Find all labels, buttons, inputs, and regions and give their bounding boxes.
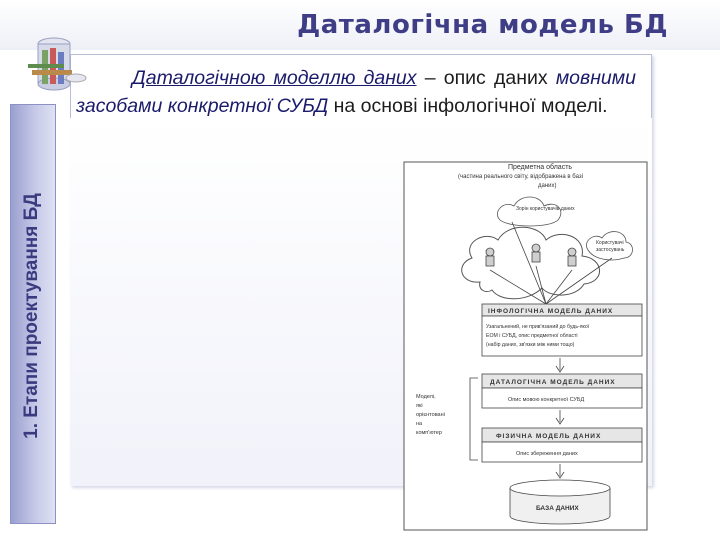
definition-term: Даталогічною моделлю даних [132, 67, 417, 89]
diagram-header-3: даних) [538, 183, 557, 189]
physical-desc: Опис збереження даних [516, 451, 578, 457]
side-label: 1. Етапи проектування БД [21, 193, 42, 439]
definition-paragraph [76, 64, 636, 120]
side-note-2: які [416, 403, 423, 409]
datalogical-desc: Опис мовою конкретної СУБД [508, 397, 585, 403]
data-models-diagram [400, 152, 650, 532]
infological-desc-2: ЕОМ і СУБД, опис предметної області [486, 333, 578, 339]
physical-title: ФІЗИЧНА МОДЕЛЬ ДАНИХ [496, 433, 602, 440]
diagram-header-1: Предметна область [508, 164, 573, 171]
definition-tail: на основі інфологічної моделі. [328, 95, 608, 117]
slide-title: Даталогічна модель БД [297, 10, 668, 40]
app-cloud-label-1: Користувачі [596, 240, 624, 246]
side-note-4: на [416, 421, 423, 427]
infological-title: ІНФОЛОГІЧНА МОДЕЛЬ ДАНИХ [488, 308, 614, 315]
side-note-5: комп'ютер [416, 430, 442, 436]
side-note-1: Моделі, [416, 394, 436, 400]
definition-means: мовними засобами конкретної СУБД [76, 67, 636, 117]
infological-desc-3: (набір даних, зв'язки між ними тощо) [486, 342, 575, 348]
user-cloud-label: Зорін користувачів даних [516, 206, 575, 212]
infological-desc-1: Узагальнений, не прив'язаний до будь-якої [486, 324, 590, 330]
side-note-3: орієнтовані [416, 412, 445, 418]
database-label: БАЗА ДАНИХ [536, 505, 579, 512]
database-icon [510, 480, 610, 524]
diagram-header-2: (частина реального світу, відображена в базі [458, 174, 583, 180]
datalogical-title: ДАТАЛОГІЧНА МОДЕЛЬ ДАНИХ [490, 379, 616, 386]
definition-dash: – опис даних [416, 67, 556, 89]
app-cloud-label-2: застосувань [596, 247, 625, 253]
